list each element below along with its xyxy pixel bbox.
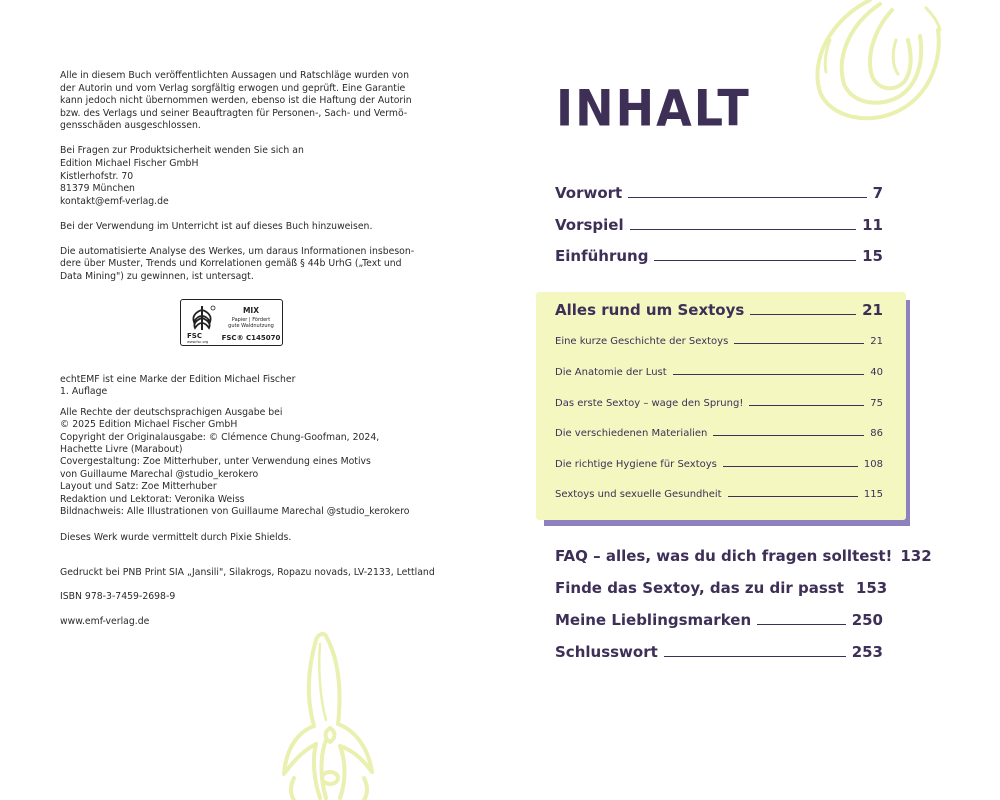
toc-entry-page: 15 [862,247,883,265]
toc-entry [555,216,883,234]
website: www.emf-verlag.de [60,615,150,627]
toc-subentry-label: Die richtige Hygiene für Sextoys [555,459,717,470]
toc-entry-page: 132 [900,547,932,565]
toc-entry [555,579,888,597]
text-line: Die automatisierte Analyse des Werkes, um daraus Informationen insbeson- [60,245,415,257]
toc-subentry-label: Sextoys und sexuelle Gesundheit [555,489,722,500]
text-line: bzw. des Verlags und seiner Beauftragten für Personen-, Sach- und Vermö- [60,107,408,119]
fsc-paper-text [221,317,281,329]
rights-line: Covergestaltung: Zoe Mitterhuber, unter Verwendung eines Motivs [60,456,371,468]
fruit-illustration [800,0,950,125]
rights-line: Bildnachweis: Alle Illustrationen von Guillaume Marechal @studio_kerokero [60,506,410,518]
toc-entry-label: Schlusswort [555,643,658,661]
toc-leader [630,229,857,230]
toc-subentry-page: 115 [863,489,883,500]
toc-entry [555,611,883,629]
toc-leader [628,197,866,198]
toc-leader [757,624,846,625]
toc-entry-label: Meine Lieblingsmarken [555,611,752,629]
toc-entry-label: FAQ – alles, was du dich fragen solltest! [555,547,893,565]
toc-subentry-page: 40 [870,367,883,378]
disclaimer-paragraph [60,70,410,133]
text-line: Bei Fragen zur Produktsicherheit wenden Sie sich an [60,145,304,157]
contact-email: kontakt@emf-verlag.de [60,195,169,207]
rights-text [60,374,435,628]
city-address: 81379 München [60,183,135,195]
toc-entry-label: Vorspiel [555,216,624,234]
toc-subentry [555,428,883,439]
toc-entry-label: Einführung [555,247,649,265]
brand-line: echtEMF ist eine Marke der Edition Michael Fischer [60,374,296,385]
toc-leader [713,435,864,436]
printer-line: Gedruckt bei PNB Print SIA „Jansili", Silakrogs, Ropazu novads, LV-2133, Lettland [60,566,435,578]
toc-leader [723,466,858,467]
edition-line: 1. Auflage [60,386,108,398]
toc-subentry-page: 86 [870,428,883,439]
toc-subentry-page: 21 [870,336,883,347]
toc-entry-label: Alles rund um Sextoys [555,301,745,319]
toc-subentry-label: Die verschiedenen Materialien [555,428,708,439]
toc-entry [555,643,883,661]
toc-entry [555,547,932,565]
imprint-text [60,70,415,296]
rights-line: von Guillaume Marechal @studio_kerokero [60,468,259,480]
text-line: kann jedoch nicht übernommen werden, ebenso ist die Haftung der Autorin [60,95,412,107]
toc-leader [673,374,865,375]
text-line: dere über Muster, Trends und Korrelationen gemäß § 44b UrhG („Text und [60,258,402,270]
toc-entry-label: Vorwort [555,184,623,202]
toc-subentry [555,489,883,500]
toc-subentry-label: Die Anatomie der Lust [555,367,667,378]
toc-subentry-label: Das erste Sextoy – wage den Sprung! [555,398,744,409]
toc-leader [749,405,864,406]
rights-line: Alle Rechte der deutschsprachigen Ausgabe bei [60,406,283,418]
toc-entry-page: 153 [855,579,888,597]
text-line: Data Mining") zu gewinnen, ist untersagt. [60,270,254,282]
toc-leader [750,314,856,315]
toc-entry [555,247,883,265]
toc-subentry-page: 108 [863,459,883,470]
fsc-wordmark: FSC [187,332,202,340]
toc-subentry-page: 75 [870,398,883,409]
text-line: Alle in diesem Buch veröffentlichten Aussagen und Ratschläge wurden von [60,70,409,81]
toc-subentry [555,367,883,378]
street-address: Kistlerhofstr. 70 [60,170,134,182]
isbn: ISBN 978-3-7459-2698-9 [60,591,176,603]
toc-leader [664,656,846,657]
rights-line: Copyright der Originalausgabe: © Clémence Chung-Goofman, 2024, [60,431,380,443]
rights-line: Hachette Livre (Marabout) [60,444,183,456]
page-title: INHALT [556,79,751,138]
rights-line: © 2025 Edition Michael Fischer GmbH [60,419,238,431]
publisher-name: Edition Michael Fischer GmbH [60,157,199,169]
text-line: gensschäden ausgeschlossen. [60,120,201,132]
mediation-line: Dieses Werk wurde vermittelt durch Pixie Shields. [60,532,292,544]
toc-leader [734,343,864,344]
rights-line: Layout und Satz: Zoe Mitterhuber [60,481,217,493]
toc-entry-page: 250 [851,611,883,629]
toc-subentry [555,336,883,347]
toc-entry-highlight [555,301,883,319]
fsc-url: www.fsc.org [187,340,209,344]
toc-entry-page: 11 [862,216,883,234]
rights-line: Redaktion und Lektorat: Veronika Weiss [60,493,245,505]
toc-entry-page: 7 [872,184,883,202]
fsc-code: FSC® C145070 [221,334,281,342]
toc-entry-page: 253 [851,643,883,661]
tdm-notice [60,245,415,284]
fsc-mix: MIX [242,306,260,315]
toc-subentry [555,459,883,470]
text-line: der Autorin und vom Verlag sorgfältig erwogen und geprüft. Eine Garantie [60,82,406,94]
toc-leader [654,260,856,261]
toc-leader [728,496,858,497]
toc-subentry [555,398,883,409]
fsc-paper-line: Papier | Fördert [231,317,271,323]
toc-entry-page: 21 [862,301,883,319]
toc-subentry-label: Eine kurze Geschichte der Sextoys [555,336,729,347]
product-safety-contact [60,145,410,208]
toc-entry-label: Finde das Sextoy, das zu dir passt [555,579,844,597]
fsc-label [180,299,283,346]
fsc-paper-line: gute Waldnutzung [228,323,274,329]
toc-entry [555,184,883,202]
banana-illustration [268,628,408,800]
school-note: Bei der Verwendung im Unterricht ist auf dieses Buch hinzuweisen. [60,220,373,232]
